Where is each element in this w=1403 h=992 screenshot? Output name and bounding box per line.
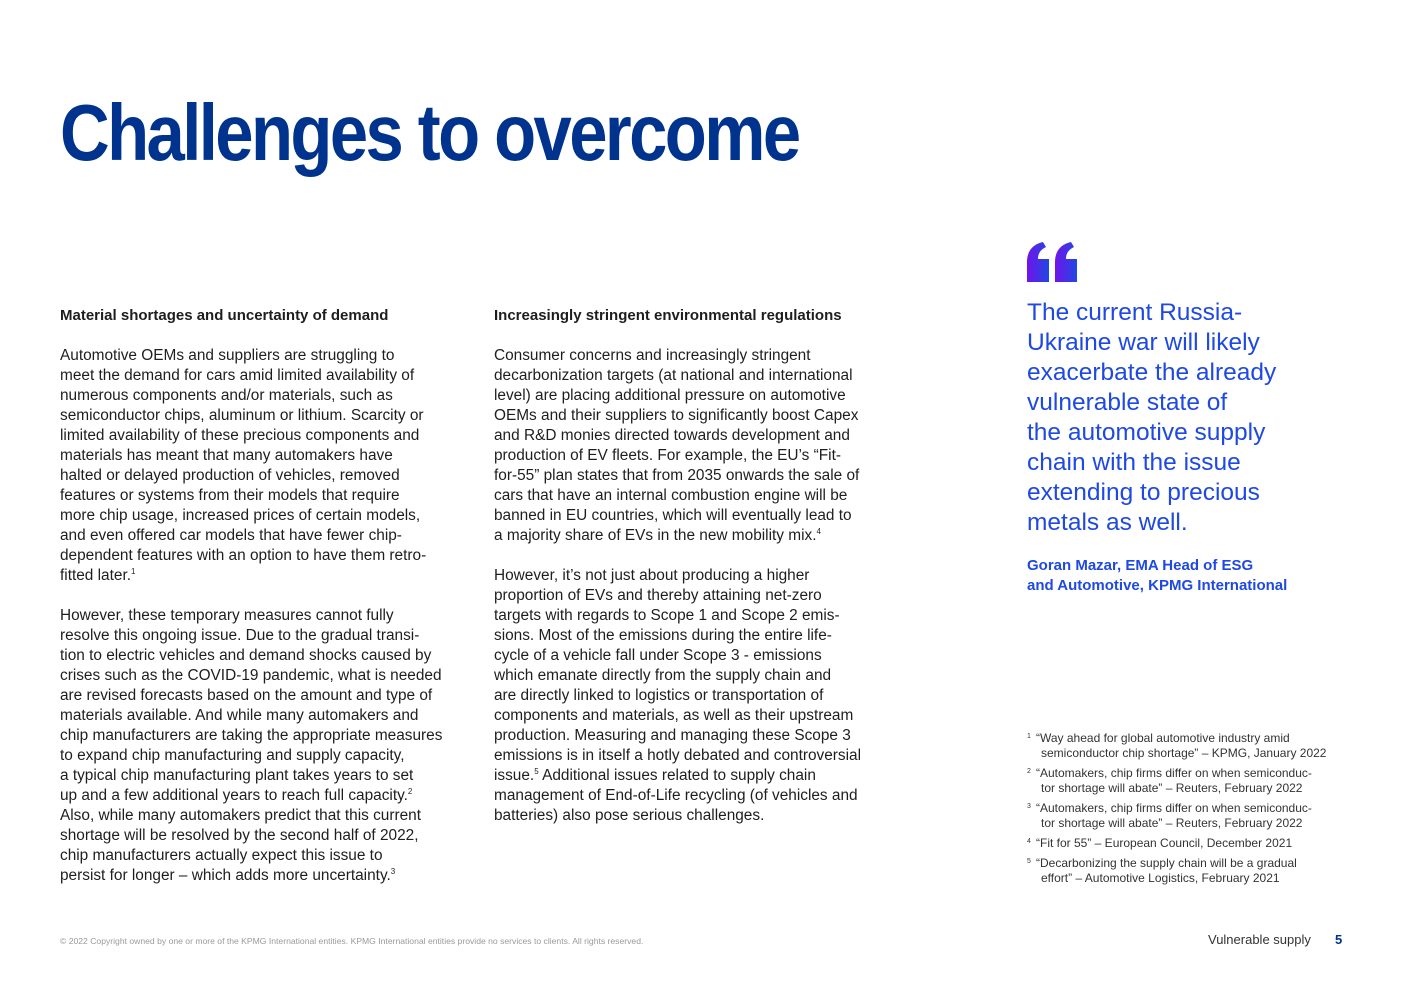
text-line: halted or delayed production of vehicles, removed [60,467,400,484]
text-line: sions. Most of the emissions during the entire life- [494,627,832,644]
quote-line: vulnerable state of [1027,389,1228,416]
paragraph [494,346,914,546]
text-line: features or systems from their models that require [60,487,400,504]
text-line: Also, while many automakers predict that this current [60,807,421,824]
text-line: dependent features with an option to have them retro- [60,547,427,564]
text-line [60,866,480,886]
text-line: shortage will be resolved by the second half of 2022, [60,827,419,844]
text-line: limited availability of these precious components and [60,427,420,444]
text-line [60,786,480,806]
text-line: tion to electric vehicles and demand shocks caused by [60,647,432,664]
quote-line: metals as well. [1027,509,1188,536]
text-fragment: a majority share of EVs in the new mobility mix. [494,527,817,544]
text-line: cycle of a vehicle fall under Scope 3 - emissions [494,647,822,664]
text-line: batteries) also pose serious challenges. [494,807,765,824]
text-fragment: Additional issues related to supply chain [538,767,816,784]
quote-line: chain with the issue [1027,449,1241,476]
footnote-text: “Fit for 55” – European Council, December 2021 [1036,836,1293,850]
quote-line: the automotive supply [1027,419,1266,446]
page-number: 5 [1335,932,1343,947]
quote-line: exacerbate the already [1027,359,1277,386]
text-line: a typical chip manufacturing plant takes years to set [60,767,414,784]
footnote [1027,801,1367,831]
text-line: level) are placing additional pressure on automotive [494,387,846,404]
footnote-text: effort” – Automotive Logistics, February 2021 [1041,871,1280,885]
text-fragment: issue. [494,767,535,784]
paragraph [60,346,480,586]
text-line: which emanate directly from the supply chain and [494,667,832,684]
text-line: production. Measuring and managing these Scope 3 [494,727,851,744]
footnote-text: “Automakers, chip firms differ on when semiconduc- [1036,766,1312,780]
footnote-ref: 5 [534,766,539,776]
footnote-text: tor shortage will abate” – Reuters, February 2022 [1041,816,1303,830]
text-line [60,566,480,586]
text-line: banned in EU countries, which will eventually lead to [494,507,852,524]
column-environmental-regulations [494,306,914,846]
text-line: semiconductor chips, aluminum or lithium. Scarcity or [60,407,424,424]
text-line: chip manufacturers actually expect this issue to [60,847,383,864]
text-line: are revised forecasts based on the amount and type of [60,687,433,704]
text-line: emissions is in itself a hotly debated and controversial [494,747,862,764]
footnote [1027,836,1367,851]
footnotes [1027,731,1367,891]
text-fragment: fitted later. [60,567,132,584]
text-line: management of End-of-Life recycling (of vehicles and [494,787,858,804]
footnote-number: 1 [1027,733,1031,740]
attribution-line: and Automotive, KPMG International [1027,577,1288,594]
footnote-text: “Way ahead for global automotive industry amid [1036,731,1290,745]
footnote-number: 4 [1027,838,1031,845]
footnote-text: “Decarbonizing the supply chain will be a gradual [1036,856,1297,870]
pull-quote [1027,298,1357,538]
footnote [1027,766,1367,796]
text-line: numerous components and/or materials, such as [60,387,393,404]
section-heading: Material shortages and uncertainty of demand [60,307,389,324]
text-line: materials available. And while many automakers and [60,707,419,724]
text-line: Consumer concerns and increasingly stringent [494,347,811,364]
quote-line: extending to precious [1027,479,1260,506]
text-line [494,526,914,546]
text-line: resolve this ongoing issue. Due to the gradual transi- [60,627,420,644]
footnote-number: 5 [1027,858,1031,865]
text-line: crises such as the COVID-19 pandemic, what is needed [60,667,442,684]
text-line: cars that have an internal combustion engine will be [494,487,848,504]
text-line: However, these temporary measures cannot fully [60,607,394,624]
text-line: materials has meant that many automakers have [60,447,393,464]
text-line: for-55” plan states that from 2035 onwards the sale of [494,467,860,484]
text-line: Automotive OEMs and suppliers are struggling to [60,347,395,364]
quote-attribution [1027,556,1357,596]
copyright-notice: © 2022 Copyright owned by one or more of the KPMG International entities. KPMG International entities provide no services to clients. All rights reserved. [60,936,644,946]
quote-line: Ukraine war will likely [1027,329,1260,356]
text-line: and even offered car models that have fewer chip- [60,527,402,544]
text-fragment: up and a few additional years to reach full capacity. [60,787,408,804]
section-heading: Increasingly stringent environmental regulations [494,307,842,324]
text-line: meet the demand for cars amid limited availability of [60,367,415,384]
footnote-ref: 1 [131,566,136,576]
text-line [494,766,914,786]
footnote-text: “Automakers, chip firms differ on when semiconduc- [1036,801,1312,815]
column-material-shortages [60,306,480,906]
footnote-text: tor shortage will abate” – Reuters, February 2022 [1041,781,1303,795]
text-fragment: persist for longer – which adds more uncertainty. [60,867,391,884]
text-line: targets with regards to Scope 1 and Scope 2 emis- [494,607,840,624]
section-label: Vulnerable supply [1208,932,1311,947]
footnote-number: 3 [1027,803,1031,810]
footnote-ref: 2 [407,786,413,796]
paragraph [494,566,914,826]
text-line: decarbonization targets (at national and international [494,367,853,384]
text-line: are directly linked to logistics or transportation of [494,687,824,704]
page-title: Challenges to overcome [60,88,799,177]
text-line: to expand chip manufacturing and supply capacity, [60,747,405,764]
footnote-ref: 4 [816,526,821,536]
text-line: and R&D monies directed towards development and [494,427,850,444]
footnote-number: 2 [1027,768,1031,775]
text-line: proportion of EVs and thereby attaining net-zero [494,587,822,604]
footnote-ref: 3 [390,866,396,876]
text-line: However, it’s not just about producing a higher [494,567,810,584]
footnote-text: semiconductor chip shortage” – KPMG, January 2022 [1041,746,1327,760]
text-line: chip manufacturers are taking the appropriate measures [60,727,443,744]
paragraph [60,606,480,886]
footnote [1027,856,1367,886]
quote-line: The current Russia- [1027,299,1243,326]
footnote [1027,731,1367,761]
text-line: more chip usage, increased prices of certain models, [60,507,421,524]
text-line: components and materials, as well as their upstream [494,707,854,724]
text-line: production of EV fleets. For example, the EU’s “Fit- [494,447,842,464]
quote-mark-icon [1027,242,1079,282]
text-line: OEMs and their suppliers to significantly boost Capex [494,407,859,424]
attribution-line: Goran Mazar, EMA Head of ESG [1027,557,1254,574]
